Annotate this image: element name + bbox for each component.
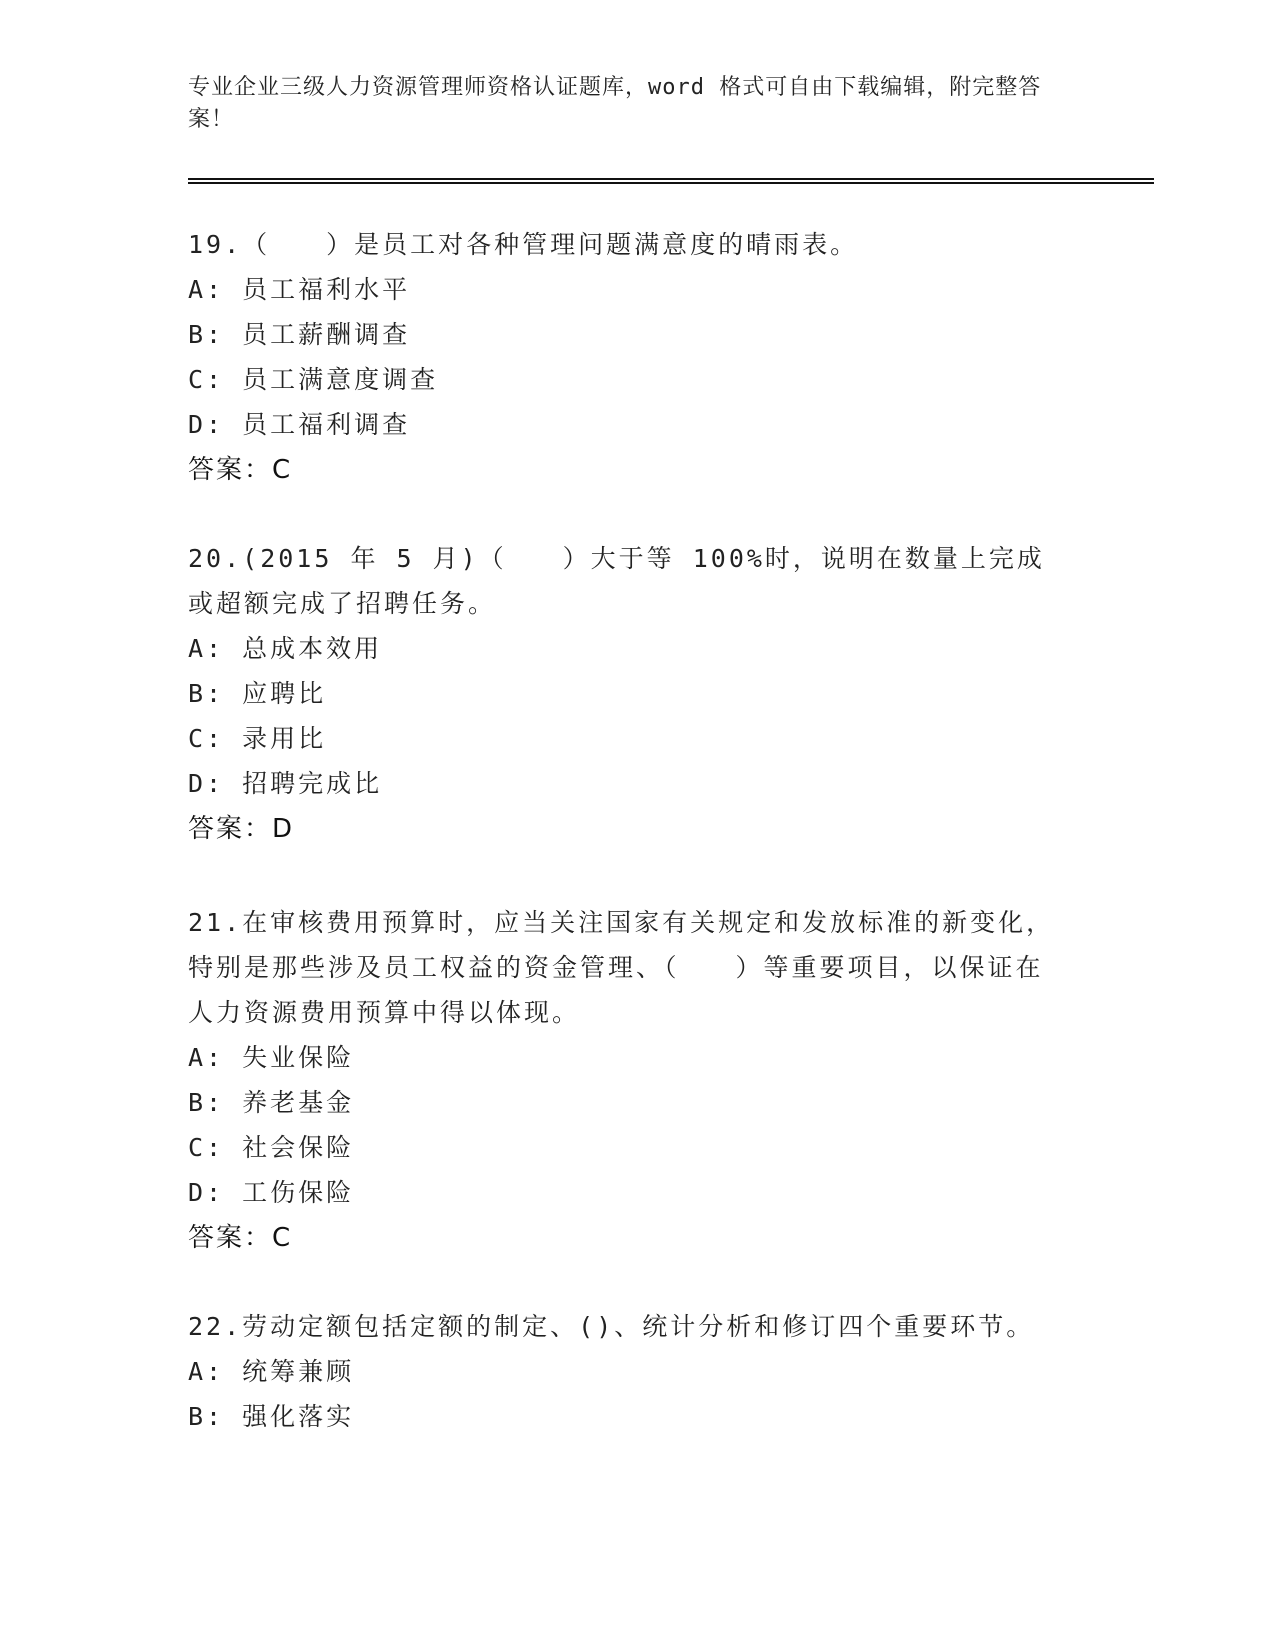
question-stem: 22.劳动定额包括定额的制定、()、统计分析和修订四个重要环节。 (188, 1312, 1035, 1341)
answer-label: 答案： (188, 814, 273, 844)
answer-label: 答案： (188, 455, 273, 485)
option-text: 工伤保险 (242, 1178, 355, 1207)
option-key: B: (188, 320, 225, 349)
option-a (188, 267, 1068, 312)
answer-value: C (272, 1223, 293, 1253)
option-d (188, 761, 1068, 806)
option-text: 应聘比 (242, 679, 327, 708)
option-b (188, 312, 1068, 357)
option-key: D: (188, 1178, 225, 1207)
answer-value: D (272, 814, 295, 844)
option-key: A: (188, 1043, 225, 1072)
option-key: D: (188, 410, 225, 439)
question-stem: 20.(2015 年 5 月)（ ）大于等 100%时，说明在数量上完成或超额完成了招聘任务。 (188, 544, 1045, 618)
answer-value: C (272, 455, 293, 485)
option-c (188, 716, 1068, 761)
option-text: 员工福利调查 (242, 410, 411, 439)
option-text: 员工薪酬调查 (242, 320, 411, 349)
document-header (188, 72, 1068, 136)
option-key: A: (188, 275, 225, 304)
option-text: 社会保险 (242, 1133, 355, 1162)
option-key: D: (188, 769, 225, 798)
option-text: 员工满意度调查 (242, 365, 439, 394)
option-key: B: (188, 1402, 225, 1431)
option-b (188, 671, 1068, 716)
question-stem: 21.在审核费用预算时，应当关注国家有关规定和发放标准的新变化，特别是那些涉及员工权益的资金管理、（ ）等重要项目，以保证在人力资源费用预算中得以体现。 (188, 908, 1055, 1027)
header-text: 专业企业三级人力资源管理师资格认证题库，word 格式可自由下载编辑，附完整答案！ (188, 75, 1042, 132)
option-d (188, 1170, 1068, 1215)
question-22 (188, 1304, 1068, 1439)
option-b (188, 1080, 1068, 1125)
option-key: A: (188, 634, 225, 663)
option-text: 养老基金 (242, 1088, 355, 1117)
question-stem: 19.（ ）是员工对各种管理问题满意度的晴雨表。 (188, 230, 859, 259)
answer-line (188, 447, 1068, 493)
option-c (188, 357, 1068, 402)
header-double-rule (188, 178, 1154, 184)
answer-line (188, 1215, 1068, 1261)
option-key: B: (188, 679, 225, 708)
answer-label: 答案： (188, 1223, 273, 1253)
option-key: C: (188, 365, 225, 394)
option-d (188, 402, 1068, 447)
option-key: A: (188, 1357, 225, 1386)
option-text: 录用比 (242, 724, 327, 753)
option-text: 招聘完成比 (242, 769, 383, 798)
question-19 (188, 222, 1068, 493)
option-key: C: (188, 1133, 225, 1162)
option-key: B: (188, 1088, 225, 1117)
option-text: 员工福利水平 (242, 275, 411, 304)
question-20 (188, 536, 1068, 852)
option-a (188, 1349, 1068, 1394)
option-a (188, 1035, 1068, 1080)
option-c (188, 1125, 1068, 1170)
option-text: 失业保险 (242, 1043, 355, 1072)
option-text: 统筹兼顾 (242, 1357, 355, 1386)
option-a (188, 626, 1068, 671)
answer-line (188, 806, 1068, 852)
question-21 (188, 900, 1068, 1261)
option-text: 总成本效用 (242, 634, 383, 663)
option-text: 强化落实 (242, 1402, 355, 1431)
option-key: C: (188, 724, 225, 753)
option-b (188, 1394, 1068, 1439)
